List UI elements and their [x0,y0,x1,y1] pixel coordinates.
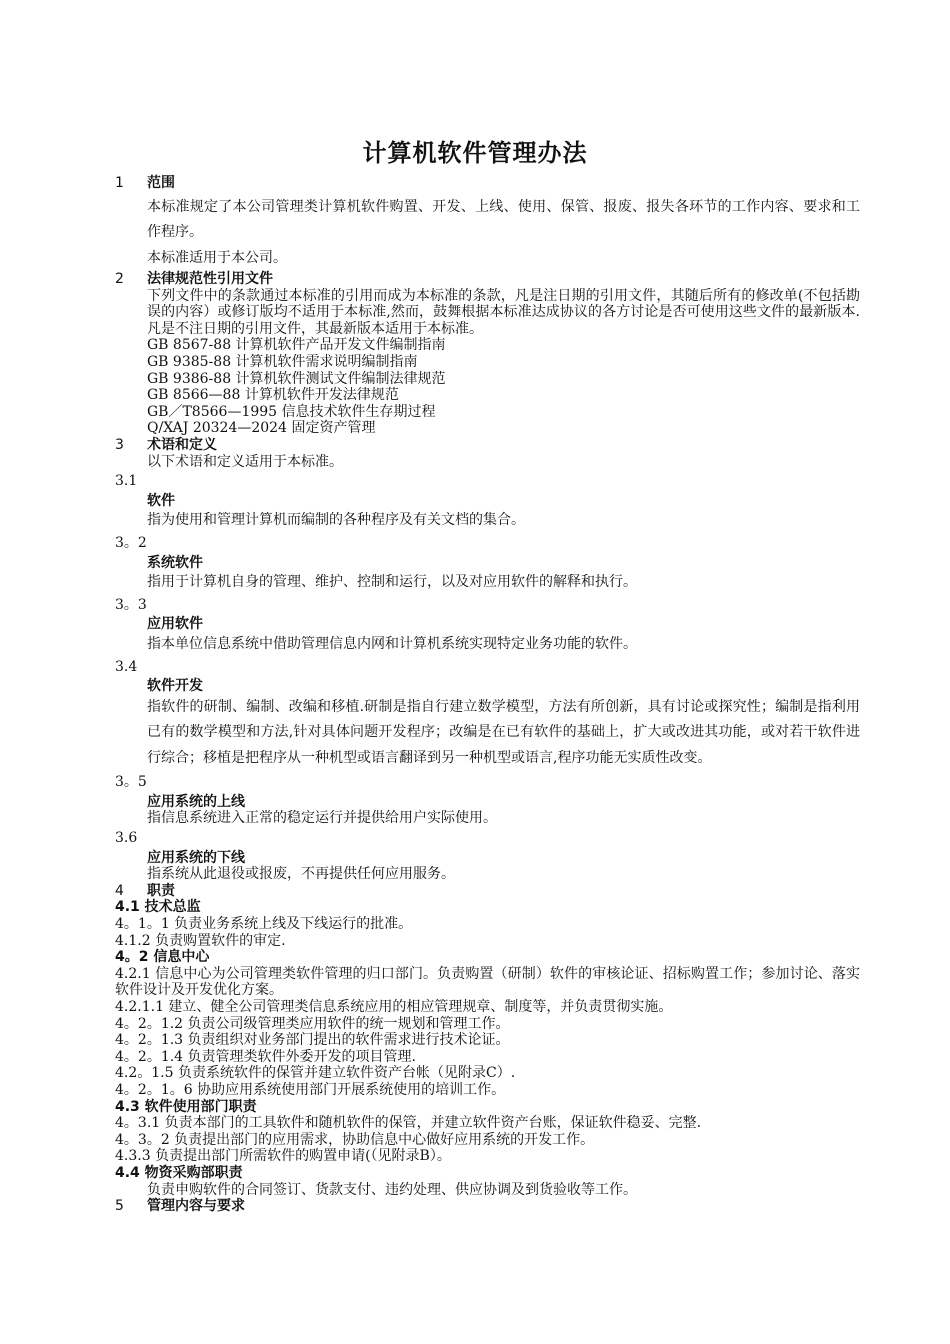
text-line [115,1065,860,1082]
text-line [115,1115,860,1132]
text-line [115,354,860,371]
section-heading [115,437,860,454]
line-text: 范围 [147,175,175,191]
text-line [115,1132,860,1149]
section-heading [115,899,860,916]
text-line [115,597,860,614]
line-text: 系统软件 [147,554,203,571]
line-text: 应用系统的上线 [147,793,245,810]
line-text: 3。5 [115,774,147,791]
section-heading [115,493,860,510]
text-line [115,404,860,421]
line-text: GB 8566—88 计算机软件开发法律规范 [147,387,399,404]
line-text: 3.6 [115,830,138,847]
text-line [115,830,860,847]
section-heading [115,1198,860,1215]
line-text: 指软件的研制、编制、改编和移植.研制是指自行建立数学模型，方法有所创新，具有讨论或探究性；编制是指利用已有的数学模型和方法,针对具体问题开发程序；改编是在已有软件的基础上，扩大或改进其功能，或对若干软件进行综合；移植是把程序从一种机型或语言翻译到另一种机型或语言,程序功能无实质性改变。 [147,698,860,766]
section-heading [115,616,860,633]
text-line [115,636,860,653]
line-text: 本标准规定了本公司管理类计算机软件购置、开发、上线、使用、保管、报废、报失各环节的工作内容、要求和工作程序。 [147,198,860,241]
line-text: 指为使用和管理计算机而编制的各种程序及有关文档的集合。 [147,512,525,529]
document-body [115,172,860,1215]
section-heading [115,850,860,867]
line-text: Q/XAJ 20324—2024 固定资产管理 [147,420,376,437]
section-heading [115,555,860,572]
text-line [115,512,860,529]
section-heading [115,794,860,811]
line-text: 4.2.1 信息中心为公司管理类软件管理的归口部门。负责购置（研制）软件的审核论证、招标购置工作；参加讨论、落实软件设计及开发优化方案。 [115,965,860,999]
line-text: 4.3.3 负责提出部门所需软件的购置申请(（见附录B）。 [115,1148,451,1165]
document-title: 计算机软件管理办法 [362,139,588,167]
section-heading [115,949,860,966]
line-text: 4。2。1.2 负责公司级管理类应用软件的统一规划和管理工作。 [115,1015,510,1032]
paragraph [115,695,860,772]
line-text: 4.2.1.1 建立、健全公司管理类信息系统应用的相应管理规章、制度等，并负责贯彻实施。 [115,998,673,1015]
text-line [115,473,860,490]
line-text: 负责申购软件的合同签订、货款支付、违约处理、供应协调及到货验收等工作。 [147,1181,637,1198]
line-text: 4。3。2 负责提出部门的应用需求，协助信息中心做好应用系统的开发工作。 [115,1131,595,1148]
paragraph [115,966,860,999]
paragraph [115,288,860,338]
line-text: 应用软件 [147,616,203,633]
line-text: 指本单位信息系统中借助管理信息内网和计算机系统实现特定业务功能的软件。 [147,635,637,652]
text-line [115,1016,860,1033]
paragraph [115,246,860,272]
section-number: 2 [115,271,124,288]
line-text: 3。3 [115,596,147,613]
line-text: 4。1。1 负责业务系统上线及下线运行的批准。 [115,916,413,932]
line-text: GB／T8566—1995 信息技术软件生存期过程 [147,403,436,420]
section-number: 1 [115,175,124,191]
text-line [115,999,860,1016]
section-number: 4 [115,882,124,899]
text-line [115,574,860,591]
line-text: 管理内容与要求 [147,1198,245,1215]
line-text: 4。2。1.3 负责组织对业务部门提出的软件需求进行技术论证。 [115,1032,510,1049]
line-text: 职责 [147,882,175,899]
text-line [115,1148,860,1165]
text-line [115,1182,860,1199]
text-line [115,387,860,404]
text-line [115,371,860,388]
line-text: 4.3 软件使用部门职责 [115,1098,257,1115]
section-number: 3 [115,437,124,454]
line-text: 本标准适用于本公司。 [147,249,287,266]
line-text: 下列文件中的条款通过本标准的引用而成为本标准的条款，凡是注日期的引用文件，其随后所有的修改单(不包括勘误的内容）或修订版均不适用于本标准,然而，鼓舞根据本标准达成协议的各方讨论是否可使用这些文件的最新版本.凡是不注日期的引用文件，其最新版本适用于本标准。 [147,287,860,337]
line-text: 4.2。1.5 负责系统软件的保管并建立软件资产台帐（见附录C）. [115,1065,516,1082]
line-text: GB 8567-88 计算机软件产品开发文件编制指南 [147,337,446,354]
text-line [115,916,860,933]
text-line [115,1049,860,1066]
line-text: 软件开发 [147,678,203,695]
line-text: 4。2。1。6 协助应用系统使用部门开展系统使用的培训工作。 [115,1081,506,1098]
text-line [115,866,860,883]
section-heading [115,1099,860,1116]
section-heading [115,175,860,192]
line-text: 以下术语和定义适用于本标准。 [147,453,343,470]
line-text: 3。2 [115,535,147,551]
line-text: 4。2。1.4 负责管理类软件外委开发的项目管理. [115,1048,416,1065]
text-line [115,420,860,437]
text-line [115,337,860,354]
text-line [115,810,860,827]
section-heading [115,678,860,695]
paragraph [115,195,860,246]
line-text: 术语和定义 [147,437,217,454]
line-text: 应用系统的下线 [147,849,245,866]
line-text: 4.1 技术总监 [115,899,201,916]
section-heading [115,1165,860,1182]
text-line [115,774,860,791]
line-text: GB 9385-88 计算机软件需求说明编制指南 [147,354,418,371]
text-line [115,933,860,950]
line-text: 指系统从此退役或报废，不再提供任何应用服务。 [147,866,455,883]
text-line [115,659,860,676]
line-text: 3.4 [115,658,138,675]
line-text: 4。2 信息中心 [115,949,210,966]
text-line [115,1032,860,1049]
line-text: 指用于计算机自身的管理、维护、控制和运行，以及对应用软件的解释和执行。 [147,574,637,591]
line-text: 3.1 [115,473,138,490]
line-text: 4.1.2 负责购置软件的审定. [115,932,286,949]
section-number: 5 [115,1198,124,1215]
text-line [115,535,860,552]
section-heading [115,883,860,900]
line-text: 4.4 物资采购部职责 [115,1164,243,1181]
text-line [115,454,860,471]
text-line [115,1082,860,1099]
line-text: 法律规范性引用文件 [147,271,273,288]
line-text: 软件 [147,492,175,509]
line-text: GB 9386-88 计算机软件测试文件编制法律规范 [147,370,446,387]
line-text: 4。3.1 负责本部门的工具软件和随机软件的保管，并建立软件资产台账，保证软件稳妥、完整. [115,1115,702,1132]
line-text: 指信息系统进入正常的稳定运行并提供给用户实际使用。 [147,810,497,827]
section-heading [115,271,860,288]
